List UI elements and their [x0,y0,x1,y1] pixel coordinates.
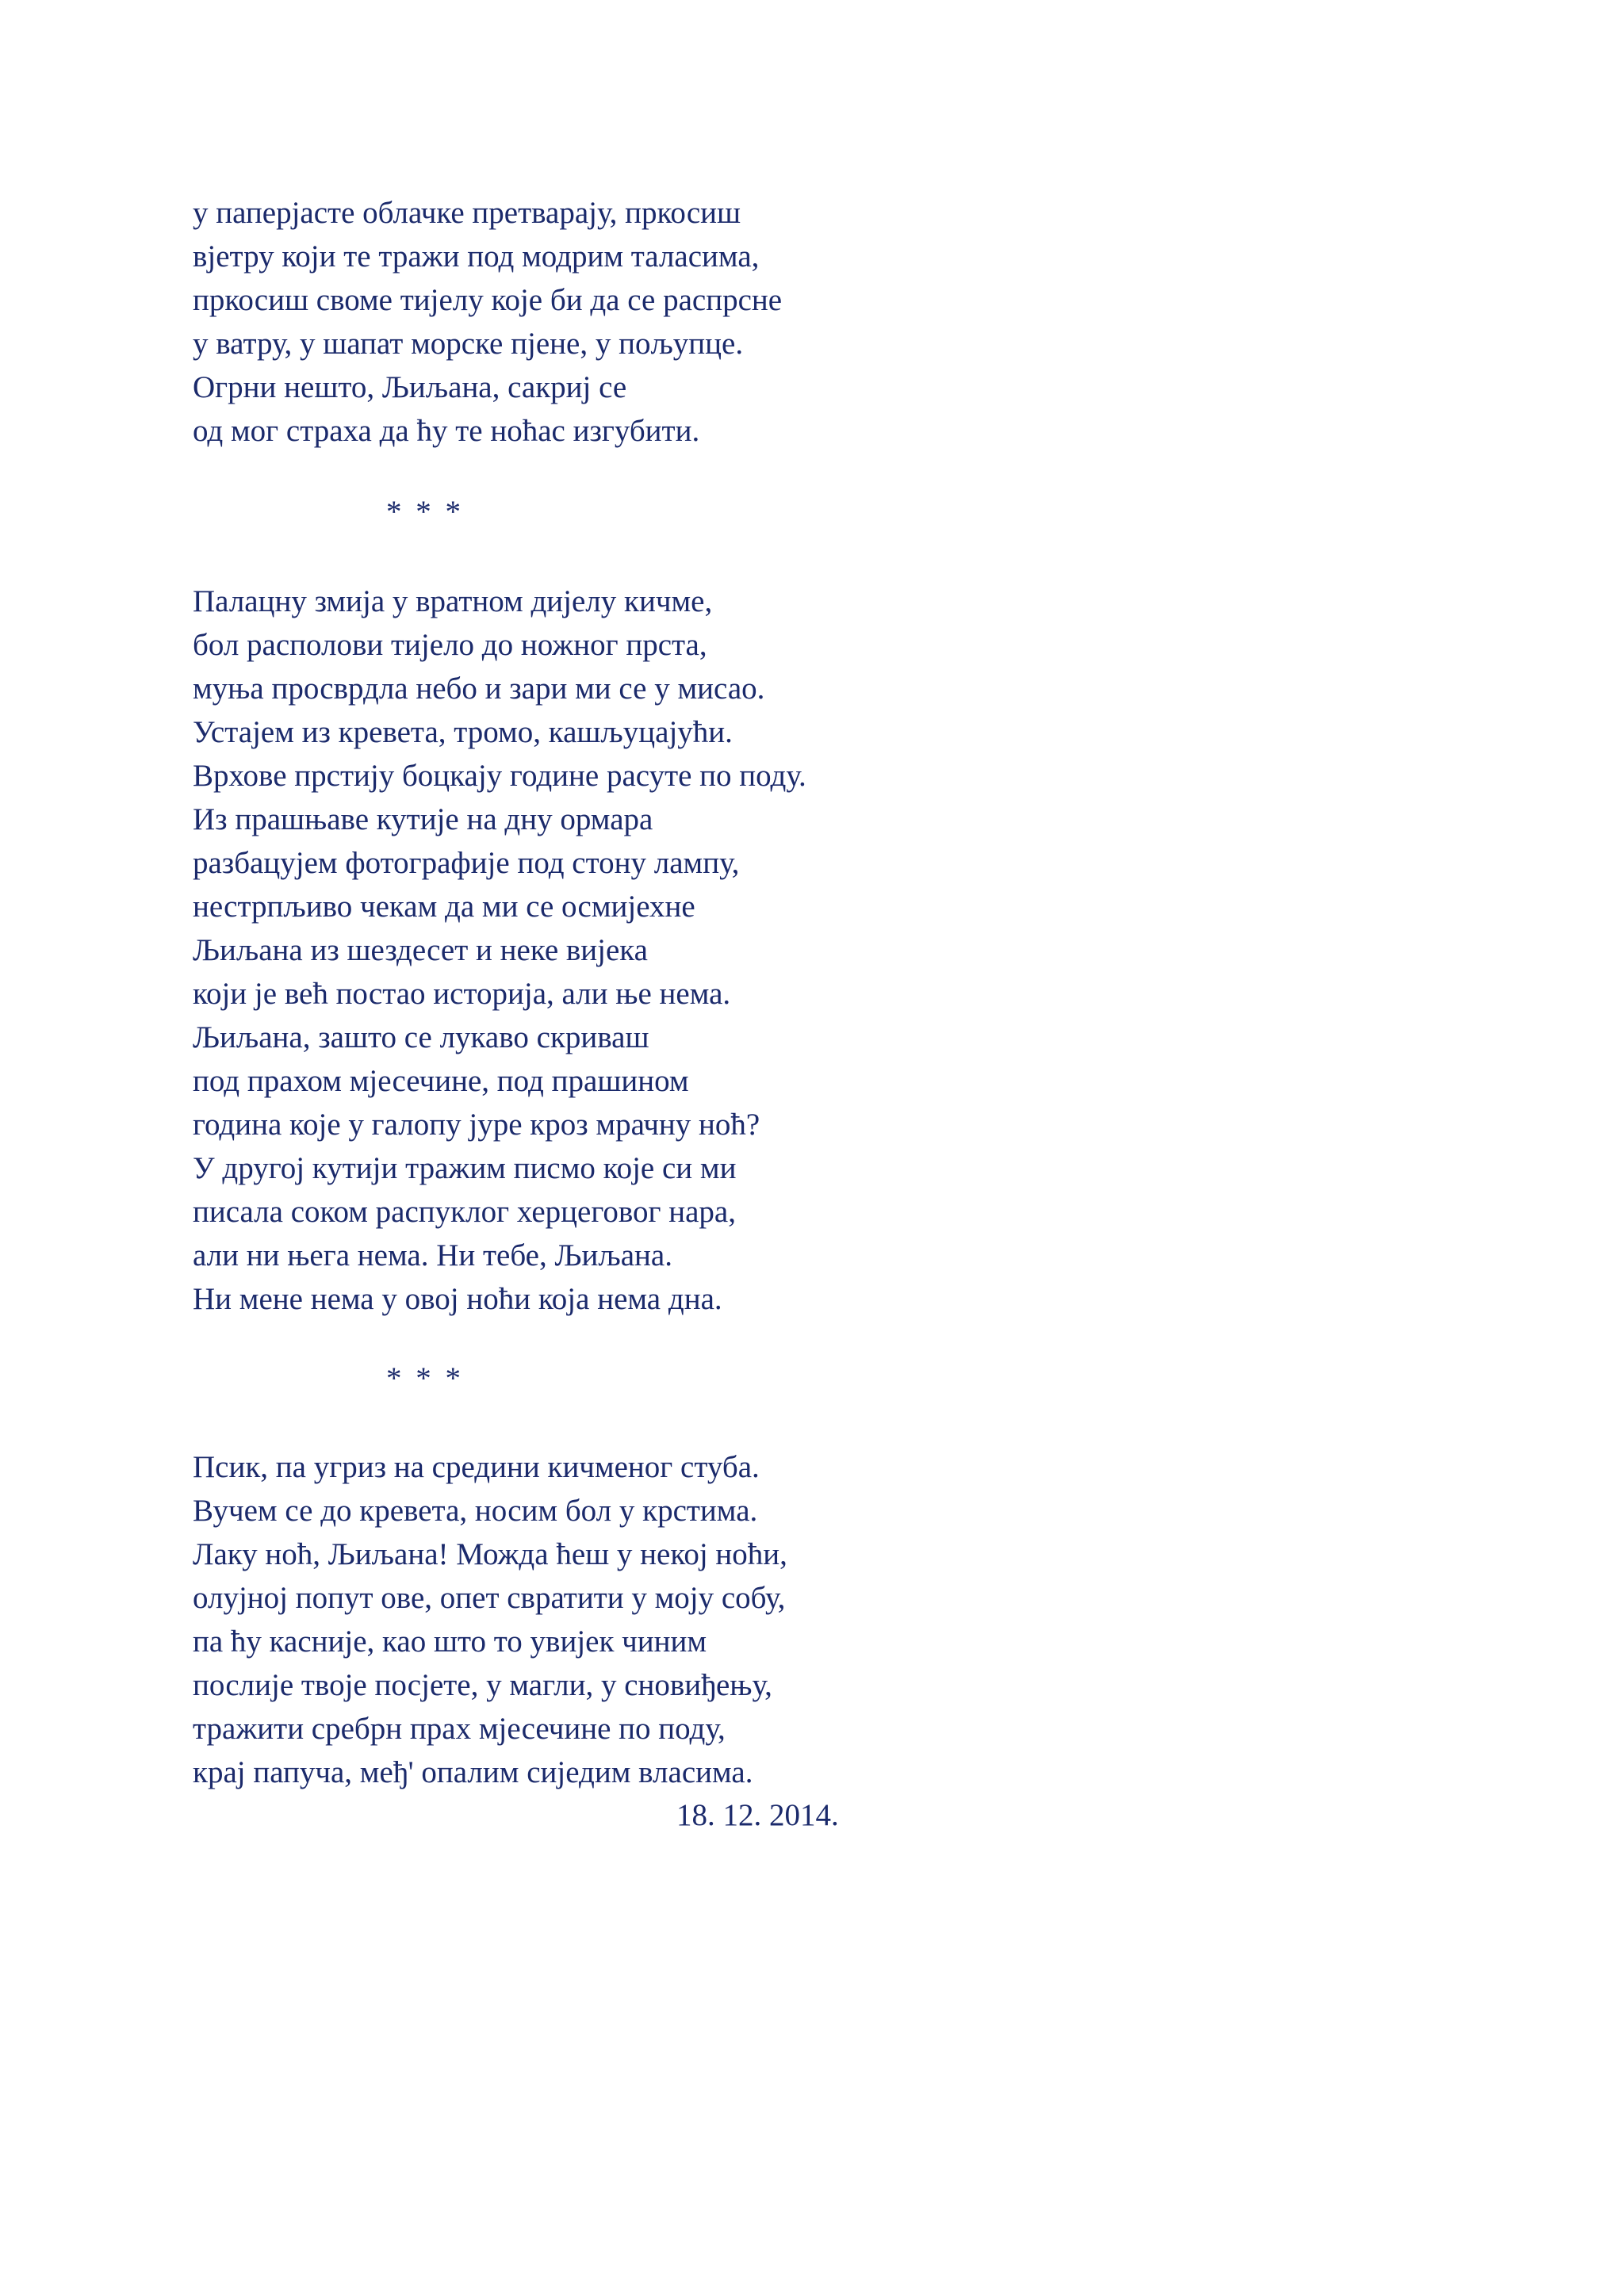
poem-line: Огрни нешто, Љиљана, сакриј се [193,370,627,404]
poem-line: Врхове прстију боцкају године расуте по поду. [193,759,806,793]
poem-line: Лаку ноћ, Љиљана! Можда ћеш у некој ноћи, [193,1537,787,1571]
poem-line: али ни њега нема. Ни тебе, Љиљана. [193,1238,672,1272]
poem-line: Љиљана из шездесет и неке вијека [193,933,648,967]
poem-line: Псик, па угриз на средини кичменог стуба. [193,1450,760,1484]
poem-line: муња просврдла небо и зари ми се у мисао. [193,672,765,706]
poem-line: тражити сребрн прах мјесечине по поду, [193,1712,726,1746]
poem-date: 18. 12. 2014. [676,1798,839,1832]
poem-line: од мог страха да ћу те ноћас изгубити. [193,414,700,448]
poem-line: па ћу касније, као што то увијек чиним [193,1624,707,1659]
poem-line: разбацујем фотографије под стону лампу, [193,846,740,880]
poem-line: нестрпљиво чекам да ми се осмијехне [193,890,695,924]
poem-line: Из прашњаве кутије на дну ормара [193,802,653,836]
poem-line: у паперјасте облачке претварају, пркосиш [193,196,741,230]
poem-line: писала соком распуклог херцеговог нара, [193,1195,736,1229]
poem-line: Палацну змија у вратном дијелу кичме, [193,584,713,618]
stanza-separator: * * * [386,1361,464,1395]
poem-line: крај папуча, међ' опалим сиједим власима. [193,1755,753,1789]
poem-line: у ватру, у шапат морске пјене, у пољупце. [193,327,744,361]
poem-line: година које у галопу јуре кроз мрачну ноћ? [193,1108,760,1142]
poem-stanza-3 [193,1445,787,1794]
poem-line: који је већ постао историја, али ње нема. [193,977,731,1011]
poem-line: Вучем се до кревета, носим бол у крстима. [193,1494,758,1528]
poem-line: вјетру који те тражи под модрим таласима, [193,239,760,274]
stanza-separator: * * * [386,495,464,529]
poem-line: бол располови тијело до ножног прста, [193,628,707,662]
poem-line: пркосиш своме тијелу које би да се распрсне [193,283,783,317]
poem-line: Устајем из кревета, тромо, кашљуцајући. [193,715,733,749]
poem-stanza-1 [193,191,782,453]
poem-line: под прахом мјесечине, под прашином [193,1064,689,1098]
poem-line: послије твоје посјете, у магли, у сновиђењу, [193,1668,772,1702]
poem-stanza-2 [193,580,806,1321]
poem-line: Љиљана, зашто се лукаво скриваш [193,1020,649,1054]
poem-line: Ни мене нема у овој ноћи која нема дна. [193,1282,722,1316]
poem-line: У другој кутији тражим писмо које си ми [193,1151,737,1185]
poem-line: олујној попут ове, опет свратити у моју собу, [193,1581,786,1615]
